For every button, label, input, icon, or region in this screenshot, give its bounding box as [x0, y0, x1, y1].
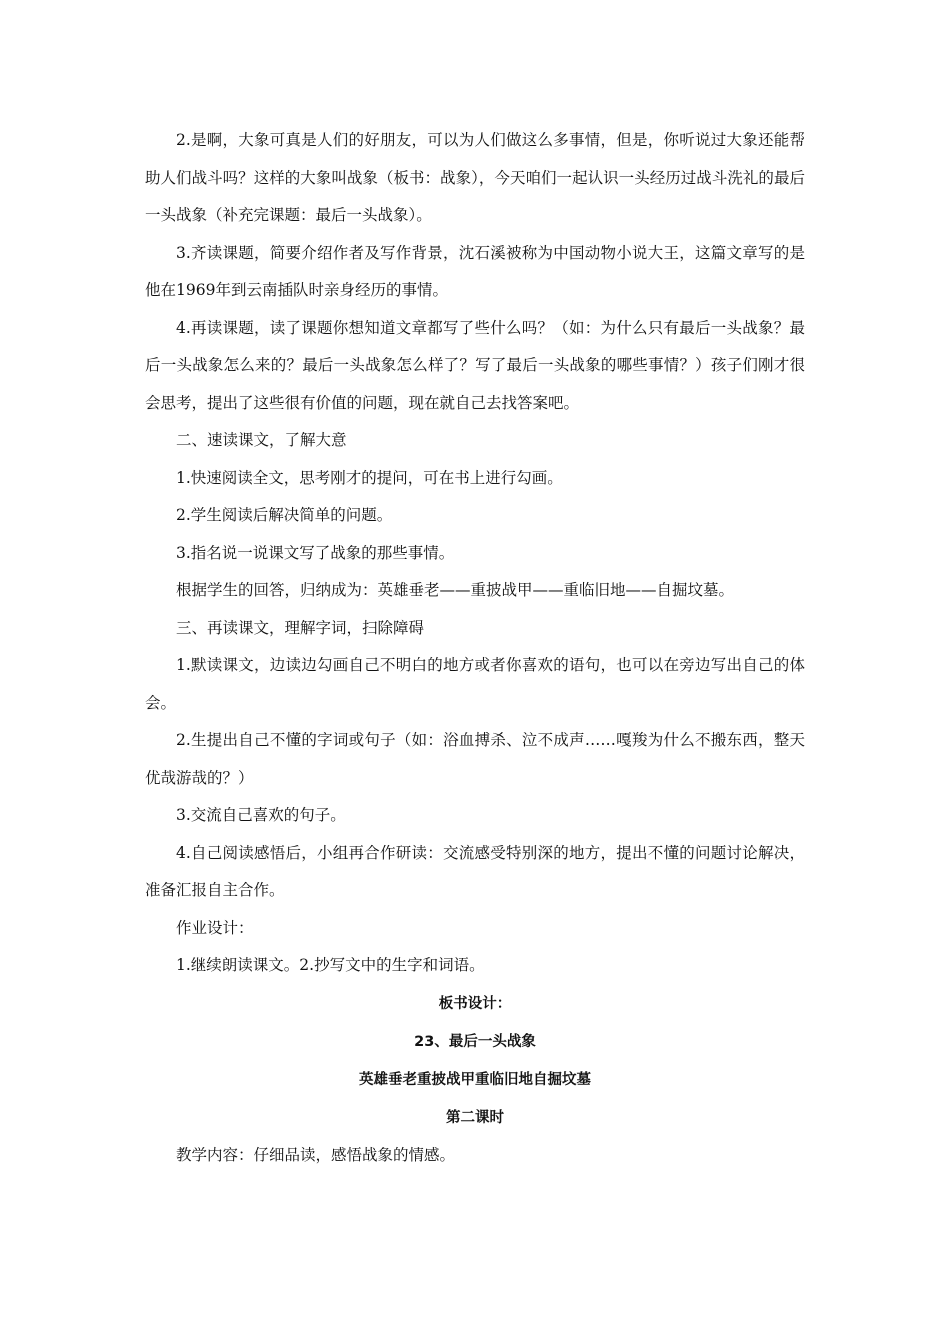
- section-heading-skim: 二、速读课文，了解大意: [176, 431, 347, 449]
- lesson-two-content: 教学内容：仔细品读，感悟战象的情感。: [176, 1145, 456, 1164]
- board-design-summary: 英雄垂老重披战甲重临旧地自掘坟墓: [359, 1071, 591, 1088]
- paragraph-reread-title: 4.再读课题，读了课题你想知道文章都写了些什么吗？（如：为什么只有最后一头战象？最后一头战象怎么来的？最后一头战象怎么样了？写了最后一头战象的哪些事情？）孩子们刚才很会思考，提出了这些很有价值的问题，现在就自己去找答案吧。: [145, 318, 805, 412]
- lesson-two-heading: 第二课时: [446, 1109, 504, 1126]
- section-heading-reread: 三、再读课文，理解字词，扫除障碍: [176, 618, 425, 637]
- paragraph-skim-2: 2.学生阅读后解决简单的问题。: [176, 506, 393, 524]
- homework-items: 1.继续朗读课文。2.抄写文中的生字和词语。: [176, 956, 485, 974]
- paragraph-reread-3: 3.交流自己喜欢的句子。: [176, 806, 346, 824]
- paragraph-skim-3: 3.指名说一说课文写了战象的那些事情。: [176, 543, 455, 562]
- board-design-title: 23、最后一头战象: [414, 1033, 536, 1050]
- paragraph-intro-elephant: 2.是啊，大象可真是人们的好朋友，可以为人们做这么多事情，但是，你听说过大象还能帮助人们战斗吗？这样的大象叫战象（板书：战象），今天咱们一起认识一头经历过战斗洗礼的最后一头战象（补充完课题：最后一头战象）。: [145, 131, 805, 224]
- document-page: [145, 122, 805, 1174]
- paragraph-reread-1: 1.默读课文，边读边勾画自己不明白的地方或者你喜欢的语句，也可以在旁边写出自己的体会。: [145, 656, 805, 712]
- paragraph-reread-2: 2.生提出自己不懂的字词或句子（如：浴血搏杀、泣不成声……嘎羧为什么不搬东西，整天优哉游哉的？）: [145, 731, 805, 787]
- homework-heading: 作业设计：: [176, 918, 254, 937]
- paragraph-skim-1: 1.快速阅读全文，思考刚才的提问，可在书上进行勾画。: [176, 468, 563, 487]
- paragraph-read-title: 3.齐读课题，简要介绍作者及写作背景，沈石溪被称为中国动物小说大王，这篇文章写的是他在1969年到云南插队时亲身经历的事情。: [145, 243, 805, 299]
- paragraph-summary: 根据学生的回答，归纳成为：英雄垂老——重披战甲——重临旧地——自掘坟墓。: [176, 581, 735, 599]
- board-design-heading: 板书设计：: [438, 995, 512, 1012]
- paragraph-reread-4: 4.自己阅读感悟后，小组再合作研读：交流感受特别深的地方，提出不懂的问题讨论解决，准备汇报自主合作。: [145, 843, 805, 899]
